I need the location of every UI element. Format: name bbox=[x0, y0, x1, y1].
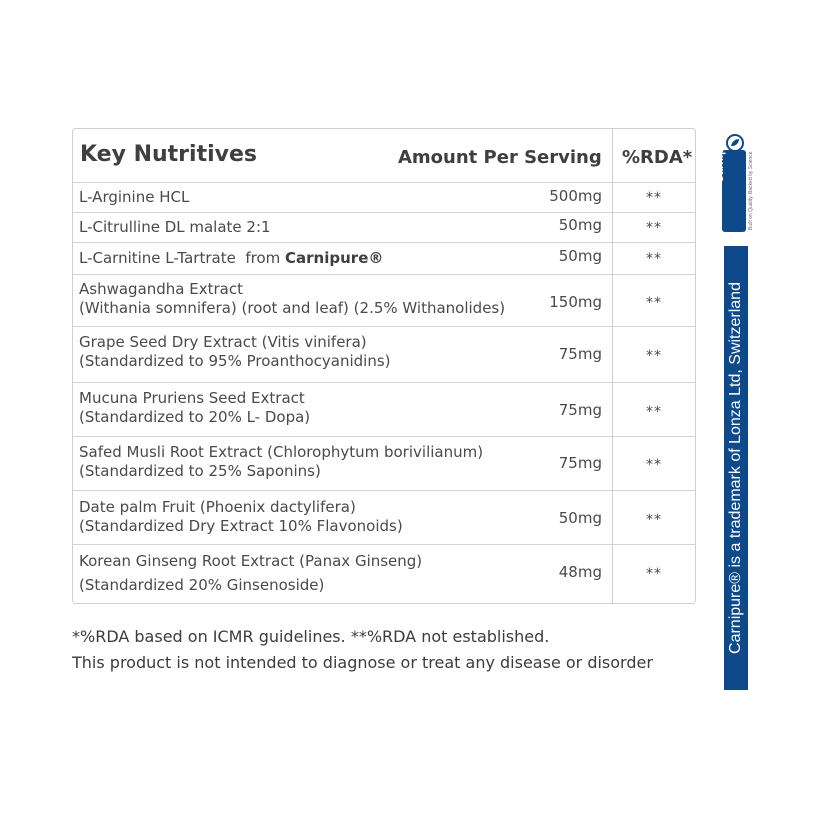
nutrient-name: Safed Musli Root Extract (Chlorophytum borivilianum) bbox=[79, 443, 484, 461]
nutrient-name: Mucuna Pruriens Seed Extract bbox=[79, 389, 305, 407]
table-title: Key Nutritives bbox=[80, 142, 257, 167]
table-row bbox=[72, 274, 696, 326]
nutrient-description: (Standardized to 95% Proanthocyanidins) bbox=[79, 352, 391, 370]
nutrient-description: (Withania somnifera) (root and leaf) (2.5% Withanolides) bbox=[79, 299, 506, 317]
nutrient-rda: ** bbox=[646, 251, 662, 267]
nutrient-description: (Standardized to 20% L- Dopa) bbox=[79, 408, 311, 426]
carnipure-logo-text: Carnipure bbox=[714, 131, 726, 183]
nutrient-amount: 75mg bbox=[558, 401, 602, 419]
table-row bbox=[72, 326, 696, 382]
nutrient-amount: 50mg bbox=[558, 216, 602, 234]
table-row bbox=[72, 212, 696, 242]
nutrient-amount: 75mg bbox=[558, 454, 602, 472]
rda-footnote: *%RDA based on ICMR guidelines. **%RDA not established. bbox=[72, 627, 550, 646]
nutrient-name: Ashwagandha Extract bbox=[79, 280, 243, 298]
nutrient-amount: 50mg bbox=[558, 247, 602, 265]
nutrient-amount: 48mg bbox=[558, 563, 602, 581]
nutrient-name: Korean Ginseng Root Extract (Panax Ginseng) bbox=[79, 552, 423, 570]
nutrient-description: (Standardized Dry Extract 10% Flavonoids) bbox=[79, 517, 403, 535]
nutrient-description: (Standardized 20% Ginsenoside) bbox=[79, 576, 325, 594]
nutrient-rda: ** bbox=[646, 512, 662, 528]
nutrient-rda: ** bbox=[646, 190, 662, 206]
disclaimer: This product is not intended to diagnose or treat any disease or disorder bbox=[72, 653, 653, 672]
trademark-text: Carnipure® is a trademark of Lonza Ltd, Switzerland bbox=[727, 282, 744, 654]
nutrient-rda: ** bbox=[646, 220, 662, 236]
nutrient-name: Grape Seed Dry Extract (Vitis vinifera) bbox=[79, 333, 367, 351]
nutrient-rda: ** bbox=[646, 348, 662, 364]
table-row bbox=[72, 490, 696, 544]
nutrient-rda: ** bbox=[646, 404, 662, 420]
nutrient-amount: 50mg bbox=[558, 509, 602, 527]
nutrient-name: Date palm Fruit (Phoenix dactylifera) bbox=[79, 498, 356, 516]
table-row bbox=[72, 242, 696, 274]
nutrient-description: (Standardized to 25% Saponins) bbox=[79, 462, 321, 480]
nutrient-amount: 150mg bbox=[549, 293, 602, 311]
rda-column-header: %RDA* bbox=[622, 147, 693, 168]
amount-column-header: Amount Per Serving bbox=[398, 147, 602, 168]
nutrient-rda: ** bbox=[646, 295, 662, 311]
table-row bbox=[72, 544, 696, 604]
carnipure-brand-name: Carnipure® bbox=[285, 249, 384, 267]
nutrient-amount: 75mg bbox=[558, 345, 602, 363]
table-row bbox=[72, 436, 696, 490]
nutrient-name bbox=[79, 247, 383, 269]
nutrient-name-text: L-Carnitine L-Tartrate from bbox=[79, 249, 286, 267]
nutrient-amount: 500mg bbox=[549, 187, 602, 205]
table-row bbox=[72, 382, 696, 436]
nutrient-name: L-Citrulline DL malate 2:1 bbox=[79, 218, 271, 236]
nutrient-rda: ** bbox=[646, 566, 662, 582]
nutrient-rda: ** bbox=[646, 457, 662, 473]
table-row bbox=[72, 182, 696, 212]
carnipure-tagline: Built on Quality, Backed by Science bbox=[748, 151, 754, 230]
nutrient-name: L-Arginine HCL bbox=[79, 188, 190, 206]
